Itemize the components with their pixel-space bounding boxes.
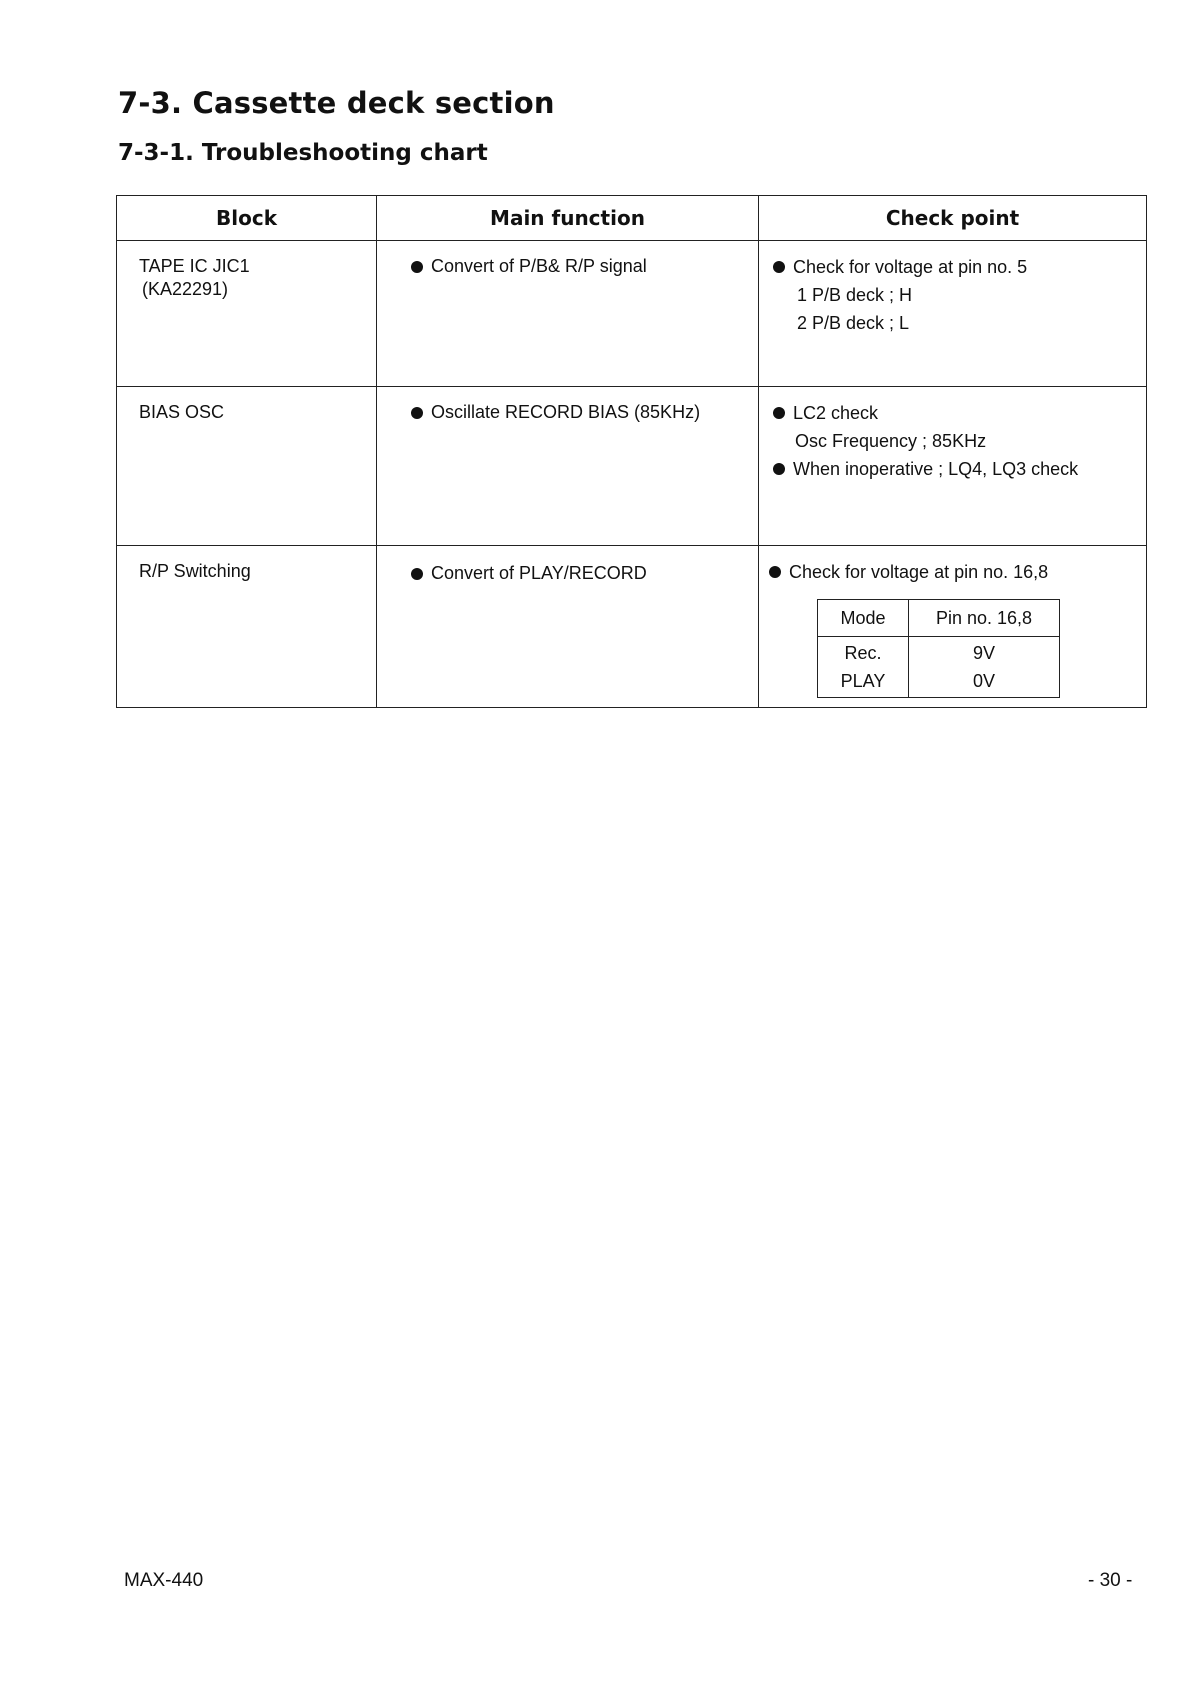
check-text: When inoperative ; LQ4, LQ3 check [793, 459, 1079, 479]
section-title: 7-3. Cassette deck section [118, 86, 555, 120]
check-detail: 1 P/B deck ; H [797, 285, 913, 305]
block-name: R/P Switching [139, 561, 251, 581]
table-row [117, 241, 1147, 387]
bullet-icon [411, 261, 423, 273]
mode-rec: Rec. [844, 643, 882, 663]
header-main-function: Main function [377, 196, 759, 241]
table-header-row [117, 196, 1147, 241]
mode-table-header [818, 600, 1060, 637]
header-check-point: Check point [759, 196, 1147, 241]
bullet-icon [773, 261, 785, 273]
bullet-icon [769, 566, 781, 578]
footer-model: MAX-440 [124, 1570, 204, 1591]
check-cell [759, 241, 1147, 387]
mode-list [818, 637, 909, 698]
block-part-number: (KA22291) [142, 279, 229, 299]
table-row [117, 546, 1147, 708]
function-cell [377, 546, 759, 708]
check-detail: 2 P/B deck ; L [797, 313, 910, 333]
block-name: TAPE IC JIC1 [139, 256, 250, 276]
pin-header: Pin no. 16,8 [909, 600, 1060, 637]
check-text: Check for voltage at pin no. 5 [793, 257, 1028, 277]
check-cell [759, 387, 1147, 546]
check-cell [759, 546, 1147, 708]
value-play: 0V [972, 671, 996, 691]
bullet-icon [773, 463, 785, 475]
mode-table [817, 599, 1060, 698]
function-cell [377, 241, 759, 387]
table-row [117, 387, 1147, 546]
bullet-icon [773, 407, 785, 419]
check-text: Check for voltage at pin no. 16,8 [789, 562, 1049, 582]
bullet-icon [411, 568, 423, 580]
function-text: Convert of P/B& R/P signal [431, 256, 647, 276]
header-block: Block [117, 196, 377, 241]
block-cell [117, 241, 377, 387]
mode-play: PLAY [840, 671, 886, 691]
check-text: LC2 check [793, 403, 879, 423]
value-list [909, 637, 1060, 698]
value-rec: 9V [972, 643, 996, 663]
block-cell [117, 387, 377, 546]
function-text: Oscillate RECORD BIAS (85KHz) [431, 402, 701, 422]
mode-table-body [818, 637, 1060, 698]
block-cell [117, 546, 377, 708]
mode-header: Mode [818, 600, 909, 637]
footer-page-number: - 30 - [1088, 1570, 1133, 1591]
function-text: Convert of PLAY/RECORD [431, 563, 647, 583]
subsection-title: 7-3-1. Troubleshooting chart [118, 140, 488, 166]
function-cell [377, 387, 759, 546]
bullet-icon [411, 407, 423, 419]
check-detail: Osc Frequency ; 85KHz [795, 431, 987, 451]
troubleshooting-table [116, 195, 1147, 708]
block-name: BIAS OSC [139, 402, 225, 422]
